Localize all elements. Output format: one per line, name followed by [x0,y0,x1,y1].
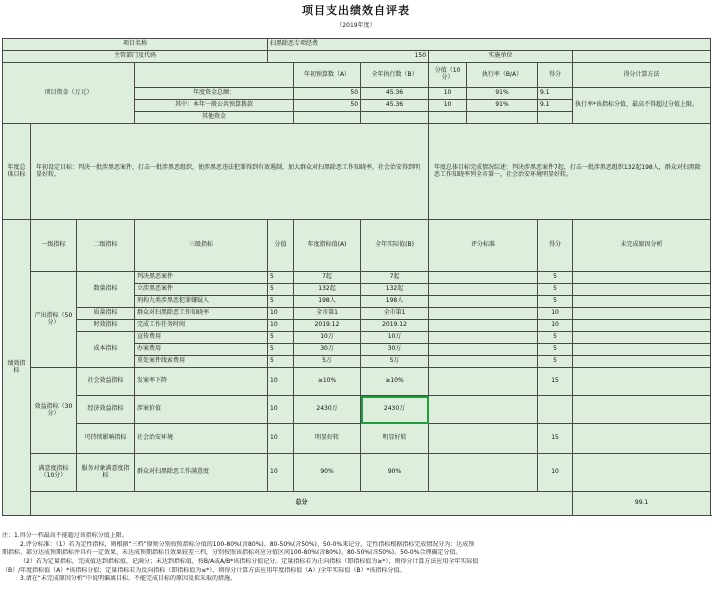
perf-name: 涉案价值 [135,396,268,424]
perf-header-row [3,220,711,272]
perf-standard[interactable] [429,356,538,368]
annual-goal-plan[interactable]: 年初设定目标：判决一批涉黑恶案件，打击一批涉黑恶组织，使涉黑恶违法犯罪得到有效遏制，加大群众对扫黑除恶工作知晓率，社会治安得到明显好转。 [31,124,429,220]
perf-header-score: 分值 [268,220,294,272]
perf-standard[interactable] [429,284,538,296]
perf-got[interactable]: 5 [538,356,573,368]
satisfaction-indicators-label: 满意度指标（10分） [31,454,77,492]
perf-standard[interactable] [429,332,538,344]
perf-header-actual: 全年实际值(B) [361,220,429,272]
perf-analysis[interactable] [573,320,711,332]
perf-header-got: 得分 [538,220,573,272]
funds-row-name: 年度资金总额： [135,88,294,100]
funds-label: 项目资金（万元） [3,63,135,124]
perf-row [3,320,711,332]
perf-standard[interactable] [429,396,538,424]
benefit-indicators-label: 效益指标（30分） [31,368,77,454]
perf-score[interactable]: 5 [268,284,294,296]
perf-score[interactable]: 5 [268,272,294,284]
perf-target[interactable]: 30万 [294,344,361,356]
page-title: 项目支出绩效自评表 [302,4,410,17]
perf-analysis[interactable] [573,356,711,368]
perf-analysis[interactable] [573,284,711,296]
quality-indicators-label: 质量指标 [77,308,135,320]
sustain-impact-label: 可持续影响指标 [77,424,135,454]
perf-standard[interactable] [429,454,538,492]
footnote-line: 2.评分标准：（1）若为定性指标，则根据“三档”原则分别按照指标分值的100-80%(含80%)、80-50%(含50%)、50-0%来记分。定性指标根据指标完成情况分为：达成预 [20,540,475,548]
perf-analysis[interactable] [573,332,711,344]
perf-name: 群众对扫黑除恶工作满意度 [135,454,268,492]
perf-standard[interactable] [429,344,538,356]
perf-got[interactable]: 5 [538,296,573,308]
perf-header-level3: 三级指标 [135,220,268,272]
perf-target[interactable]: 7起 [294,272,361,284]
funds-cell-b[interactable]: 45.36 [361,88,429,100]
perf-score[interactable]: 10 [268,454,294,492]
row-annual-goal [3,124,711,220]
perf-standard[interactable] [429,272,538,284]
perf-target[interactable]: 198人 [294,296,361,308]
perf-row [3,454,711,492]
funds-cell-a[interactable]: 50 [294,88,361,100]
footnote-line: 期指标、部分达成预期指标并具有一定效果、未达成预期指标且效果较差三档，分别按照该指标对应分值区间100-80%(含80%)、80-50%(含50%)、50-0%合理确定分值。 [2,549,462,557]
perf-analysis[interactable] [573,368,711,396]
perf-name: 立涉黑恶案件 [135,284,268,296]
funds-header-method: 得分计算方法 [573,63,711,88]
perf-row [3,396,711,424]
perf-actual-selected-cell[interactable]: 2430万 [361,396,429,424]
perf-header-analysis: 未完成原因分析 [573,220,711,272]
footnote-line: （B）/年度指标值（A）*该指标分值；定量指标若为反向指标（即指标值为≤*），则得分计算方法应用年度指标值（A）/全年实际值（B）*该指标分值。 [2,566,406,574]
funds-cell-score[interactable] [429,112,467,124]
perf-standard[interactable] [429,320,538,332]
perf-name: 完成工作任务时间 [135,320,268,332]
perf-actual[interactable]: 30万 [361,344,429,356]
funds-cell-score[interactable]: 10 [429,100,467,112]
perf-row [3,332,711,344]
perf-got[interactable]: 10 [538,320,573,332]
perf-header-standard: 评分标准 [429,220,538,272]
perf-target[interactable]: 2430万 [294,396,361,424]
perf-got[interactable]: 15 [538,368,573,396]
perf-indicators-label: 绩效指标 [3,220,31,516]
funds-cell-got[interactable]: 9.1 [538,88,573,100]
perf-actual[interactable]: 10万 [361,332,429,344]
perf-name: 宣传费用 [135,332,268,344]
perf-analysis[interactable] [573,454,711,492]
funds-cell-a[interactable] [294,112,361,124]
perf-actual[interactable]: 198人 [361,296,429,308]
funds-header-b: 全年执行数（B） [361,63,429,88]
funds-cell-a[interactable]: 50 [294,100,361,112]
perf-standard[interactable] [429,368,538,396]
perf-target[interactable]: 明显好转 [294,424,361,454]
perf-target[interactable]: 10万 [294,332,361,344]
perf-name: 判决黑恶案件 [135,272,268,284]
perf-header-level1: 一级指标 [31,220,77,272]
perf-name: 群众对扫黑除恶工作知晓率 [135,308,268,320]
perf-got[interactable]: 5 [538,332,573,344]
perf-analysis[interactable] [573,272,711,284]
perf-score[interactable]: 5 [268,332,294,344]
annual-goal-label: 年度总体目标 [3,124,31,220]
funds-header-rate: 执行率（B/A） [467,63,538,88]
perf-target[interactable]: 132起 [294,284,361,296]
funds-blank [135,63,294,88]
footnote-line: 3.请在“未完成原因分析”中说明偏离目标、不能完成目标的原因及拟采取的措施。 [20,575,236,583]
funds-header-a: 年初预算数（A） [294,63,361,88]
perf-score[interactable]: 5 [268,296,294,308]
funds-method: 执行率*该指标分值，最高不得超过分值上限。 [573,88,711,124]
perf-standard[interactable] [429,308,538,320]
project-name-label: 项目名称 [3,39,268,51]
perf-row [3,368,711,396]
perf-name: 发案率下降 [135,368,268,396]
annual-goal-actual[interactable]: 年度总体目标完成情况综述：判决涉黑恶案件7起，打击一批涉黑恶组织132起198人，群众对扫黑除恶工作知晓率列全市第一，社会治安环境明显好转。 [429,124,711,220]
perf-actual[interactable]: 明显好转 [361,424,429,454]
impl-unit-value[interactable] [573,51,711,63]
perf-analysis[interactable] [573,308,711,320]
time-indicators-label: 时效指标 [77,320,135,332]
perf-got[interactable]: 10 [538,308,573,320]
impl-unit-label: 实施单位 [429,51,573,63]
perf-analysis[interactable] [573,344,711,356]
perf-name: 刑拘九类涉黑恶犯罪嫌疑人 [135,296,268,308]
row-funds-header [3,63,711,88]
funds-cell-score[interactable]: 10 [429,88,467,100]
perf-got[interactable]: 5 [538,272,573,284]
perf-standard[interactable] [429,296,538,308]
total-label: 总分 [31,492,573,516]
perf-score[interactable]: 5 [268,356,294,368]
perf-target[interactable]: 5万 [294,356,361,368]
funds-cell-rate[interactable]: 91% [467,100,538,112]
perf-row [3,272,711,284]
perf-score[interactable]: 10 [268,368,294,396]
perf-actual[interactable]: 90% [361,454,429,492]
perf-standard[interactable] [429,424,538,454]
footnote-line: （2）若为定量指标，完成值达到指标值，记满分；未达到指标值，按B/A或A/B*该指标分值记分。定量指标若为正向指标（即指标值为≥*），则得分计算方法应用全年实际值 [20,558,479,566]
service-satisfaction-label: 服务对象满意度指标 [77,454,135,492]
perf-actual[interactable]: 2019.12 [361,320,429,332]
perf-row [3,308,711,320]
funds-header-score: 分值（10分） [429,63,467,88]
perf-header-level2: 二级指标 [77,220,135,272]
perf-name: 社会治安环境 [135,424,268,454]
perf-analysis[interactable] [573,296,711,308]
perf-actual[interactable]: ≥10% [361,368,429,396]
perf-got[interactable]: 10 [538,454,573,492]
row-project-name [3,39,711,51]
funds-cell-got[interactable]: 9.1 [538,100,573,112]
footnote-line: 注：1.得分一档最高不能超过该指标分值上限。 [2,532,128,539]
perf-header-target: 年度指标值(A) [294,220,361,272]
funds-cell-b[interactable] [361,112,429,124]
funds-cell-rate[interactable]: 91% [467,88,538,100]
perf-actual[interactable]: 7起 [361,272,429,284]
funds-cell-got[interactable] [538,112,573,124]
perf-target[interactable]: 全市第1 [294,308,361,320]
footnotes [2,532,706,584]
funds-cell-rate[interactable] [467,112,538,124]
total-row [3,492,711,516]
total-score[interactable]: 99.1 [573,492,711,516]
perf-name: 重处案件线索费用 [135,356,268,368]
perf-got[interactable]: 15 [538,424,573,454]
perf-got[interactable]: 5 [538,284,573,296]
funds-cell-b[interactable]: 45.36 [361,100,429,112]
perf-target[interactable]: 90% [294,454,361,492]
perf-got[interactable] [538,396,573,424]
perf-row [3,424,711,454]
social-benefit-label: 社会效益指标 [77,368,135,396]
self-evaluation-sheet [2,38,711,516]
page-subtitle: （2019年度） [336,22,376,29]
perf-actual[interactable]: 全市第1 [361,308,429,320]
perf-got[interactable]: 5 [538,344,573,356]
row-department [3,51,711,63]
dept-code-value[interactable]: 150 [268,51,429,63]
perf-score[interactable]: 10 [268,308,294,320]
perf-actual[interactable]: 132起 [361,284,429,296]
project-name-value[interactable]: 扫黑除恶专项经费 [268,39,711,51]
perf-target[interactable]: 2019.12 [294,320,361,332]
dept-label: 主管部门及代码 [3,51,268,63]
cost-indicators-label: 成本指标 [77,332,135,368]
perf-score[interactable]: 5 [268,344,294,356]
economic-benefit-label: 经济效益指标 [77,396,135,424]
perf-score[interactable]: 10 [268,396,294,424]
quantity-indicators-label: 数量指标 [77,272,135,308]
funds-header-got: 得分 [538,63,573,88]
perf-analysis[interactable] [573,396,711,424]
output-indicators-label: 产出指标（50分） [31,272,77,368]
perf-analysis[interactable] [573,424,711,454]
perf-target[interactable]: ≥10% [294,368,361,396]
funds-row-name: 其他资金 [135,112,294,124]
funds-row-name: 其中：本年一般公共预算拨款 [135,100,294,112]
perf-score[interactable]: 10 [268,320,294,332]
perf-actual[interactable]: 5万 [361,356,429,368]
perf-score[interactable]: 10 [268,424,294,454]
perf-name: 办案费用 [135,344,268,356]
